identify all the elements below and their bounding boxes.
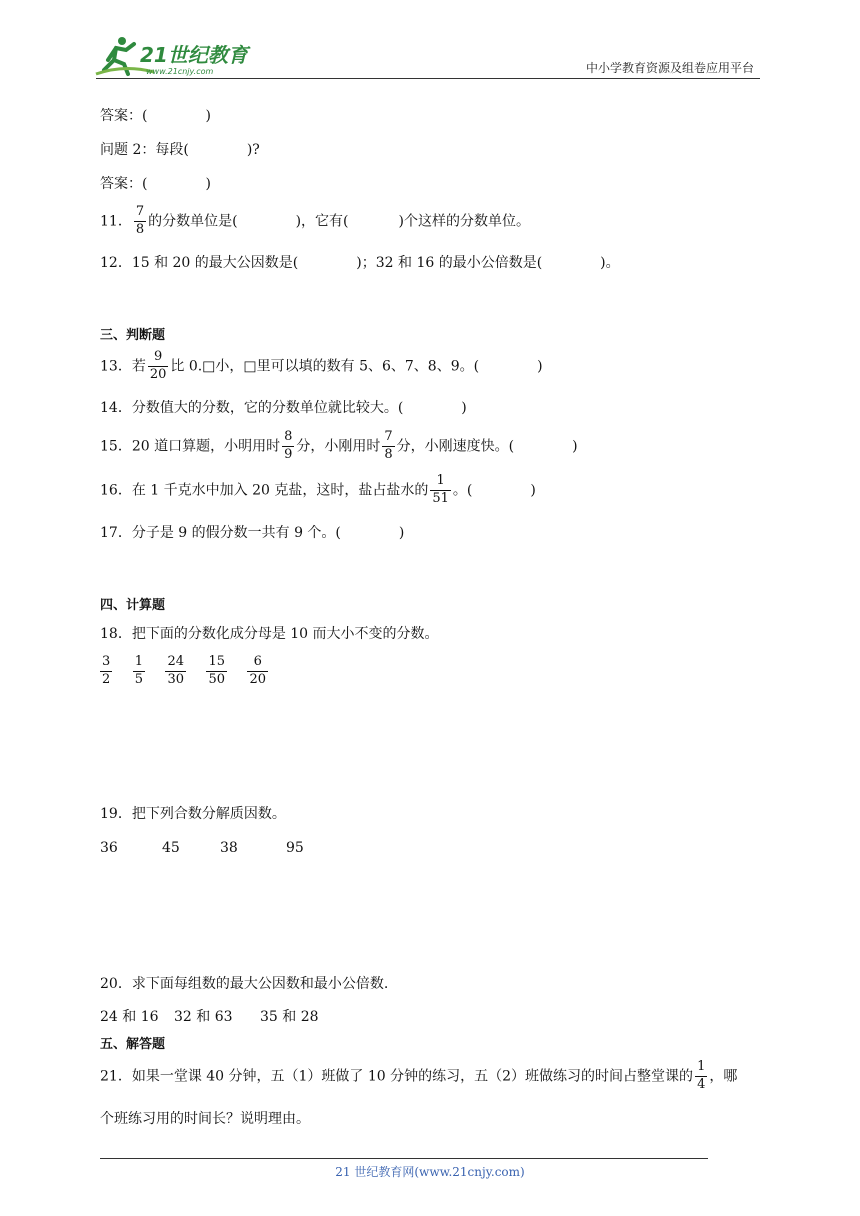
q10-answer-2: 答案：( ) (100, 176, 211, 192)
section-3-title: 三、判断题 (100, 328, 166, 343)
question-14: 14．分数值大的分数，它的分数单位就比较大。( ) (100, 400, 467, 416)
logo-text: 21世纪教育 (140, 43, 248, 67)
logo-url: www.21cnjy.com (146, 67, 214, 76)
question-21: 21．如果一堂课 40 分钟，五（1）班做了 10 分钟的练习，五（2）班做练习的时间占整堂课的 $\frac{1}{4}$ ，哪 (100, 1059, 738, 1092)
question-16: 16．在 1 千克水中加入 20 克盐，这时，盐占盐水的 $\frac{1}{51}$ 。( ) (100, 473, 536, 506)
site-logo (94, 34, 264, 78)
fraction: $\frac{15}{50}$ (208, 654, 226, 687)
footer-divider (100, 1158, 708, 1159)
section-5-title: 五、解答题 (100, 1037, 166, 1052)
q10-answer-1: 答案：( ) (100, 108, 211, 124)
question-13: 13．若 $\frac{9}{20}$ 比 0.□小，□里可以填的数有 5、6、7、8、9。( ) (100, 349, 543, 382)
fraction: $\frac{7}{8}$ (384, 429, 393, 462)
question-15: 15．20 道口算题，小明用时 $\frac{8}{9}$ 分，小刚用时 $\frac{7}{8}$ 分，小刚速度快。( ) (100, 429, 578, 462)
fraction: $\frac{1}{51}$ (432, 473, 449, 506)
fraction: $\frac{1}{4}$ (697, 1059, 706, 1092)
question-21-cont: 个班练习用的时间长？说明理由。 (100, 1111, 310, 1127)
fraction: $\frac{24}{30}$ (167, 654, 185, 687)
fraction: $\frac{3}{2}$ (102, 654, 111, 687)
q20-groups: 24 和 16 32 和 63 35 和 28 (100, 1009, 319, 1025)
question-11: 11． $\frac{7}{8}$ 的分数单位是( )，它有( )个这样的分数单位。 (100, 204, 530, 237)
question-19: 19．把下列合数分解质因数。 (100, 806, 286, 822)
fraction: $\frac{1}{5}$ (134, 654, 144, 687)
question-20: 20．求下面每组数的最大公因数和最小公倍数. (100, 976, 389, 992)
footer-link[interactable]: 21 世纪教育网(www.21cnjy.com) (335, 1165, 525, 1179)
q18-fractions (98, 655, 282, 688)
q10-question-2: 问题 2：每段( )? (100, 142, 260, 158)
section-4-title: 四、计算题 (100, 598, 166, 613)
question-12: 12．15 和 20 的最大公因数是( )；32 和 16 的最小公倍数是( )。 (100, 255, 620, 271)
fraction: $\frac{8}{9}$ (284, 429, 293, 462)
fraction: $\frac{6}{20}$ (249, 654, 267, 687)
platform-name: 中小学教育资源及组卷应用平台 (585, 61, 754, 75)
fraction: $\frac{7}{8}$ (135, 204, 145, 237)
fraction: $\frac{9}{20}$ (149, 349, 167, 382)
question-18: 18．把下面的分数化成分母是 10 而大小不变的分数。 (100, 626, 439, 642)
q19-numbers: 36 45 38 95 (100, 840, 304, 856)
question-17: 17．分子是 9 的假分数一共有 9 个。( ) (100, 525, 405, 541)
header-divider (96, 78, 760, 79)
